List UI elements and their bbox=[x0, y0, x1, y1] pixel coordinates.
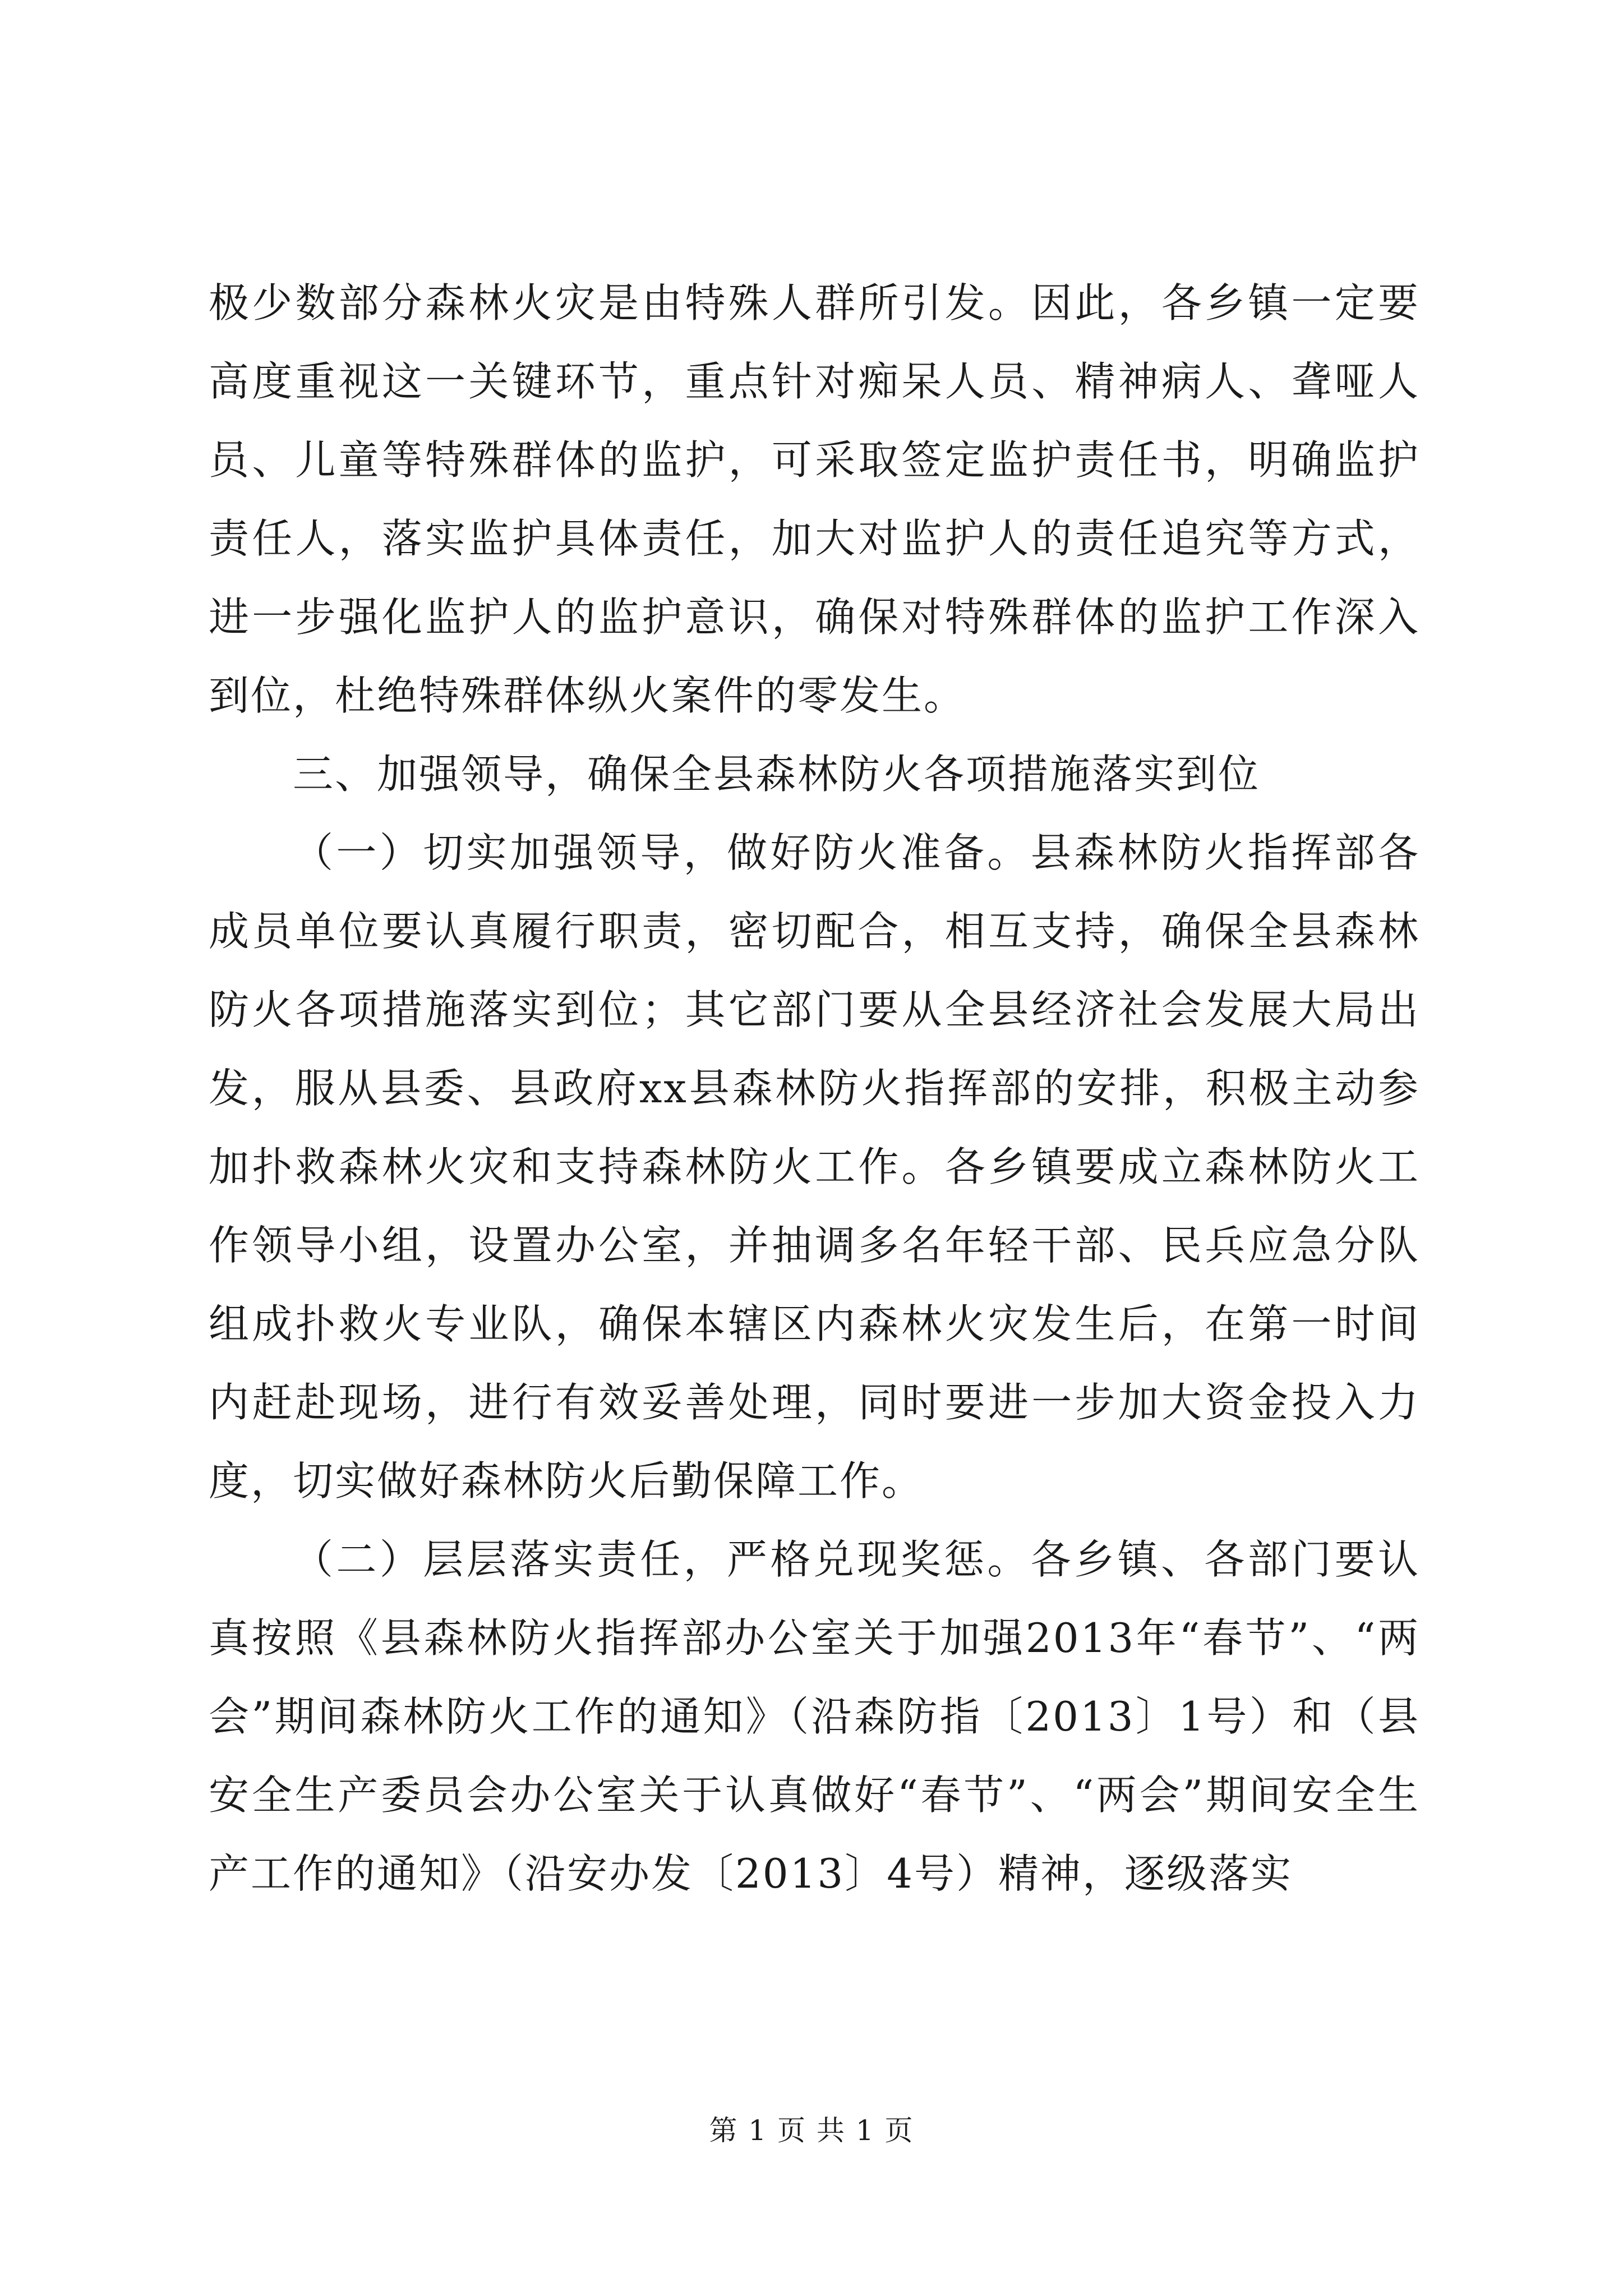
paragraph-leadership: （一）切实加强领导，做好防火准备。县森林防火指挥部各成员单位要认真履行职责，密切配合，相互支持，确保全县森林防火各项措施落实到位；其它部门要从全县经济社会发展大局出发，服从县委、县政府xx县森林防火指挥部的安排，积极主动参加扑救森林火灾和支持森林防火工作。各乡镇要成立森林防火工作领导小组，设置办公室，并抽调多名年轻干部、民兵应急分队组成扑救火专业队，确保本辖区内森林火灾发生后，在第一时间内赶赴现场，进行有效妥善处理，同时要进一步加大资金投入力度，切实做好森林防火后勤保障工作。 bbox=[209, 829, 1420, 1504]
paragraph-responsibility: （二）层层落实责任，严格兑现奖惩。各乡镇、各部门要认真按照《县森林防火指挥部办公室关于加强2013年“春节”、“两会”期间森林防火工作的通知》（沿森防指〔2013〕1号）和（县安全生产委员会办公室关于认真做好“春节”、“两会”期间安全生产工作的通知》（沿安办发〔2013〕4号）精神，逐级落实 bbox=[209, 1536, 1420, 1897]
paragraph-continuation: 极少数部分森林火灾是由特殊人群所引发。因此，各乡镇一定要高度重视这一关键环节，重点针对痴呆人员、精神病人、聋哑人员、儿童等特殊群体的监护，可采取签定监护责任书，明确监护责任人，落实监护具体责任，加大对监护人的责任追究等方式，进一步强化监护人的监护意识，确保对特殊群体的监护工作深入到位，杜绝特殊群体纵火案件的零发生。 bbox=[209, 279, 1420, 719]
section-heading-three: 三、加强领导，确保全县森林防火各项措施落实到位 bbox=[293, 751, 1261, 798]
page-footer: 第 1 页 共 1 页 bbox=[709, 2114, 914, 2147]
document-body bbox=[209, 264, 1420, 1913]
